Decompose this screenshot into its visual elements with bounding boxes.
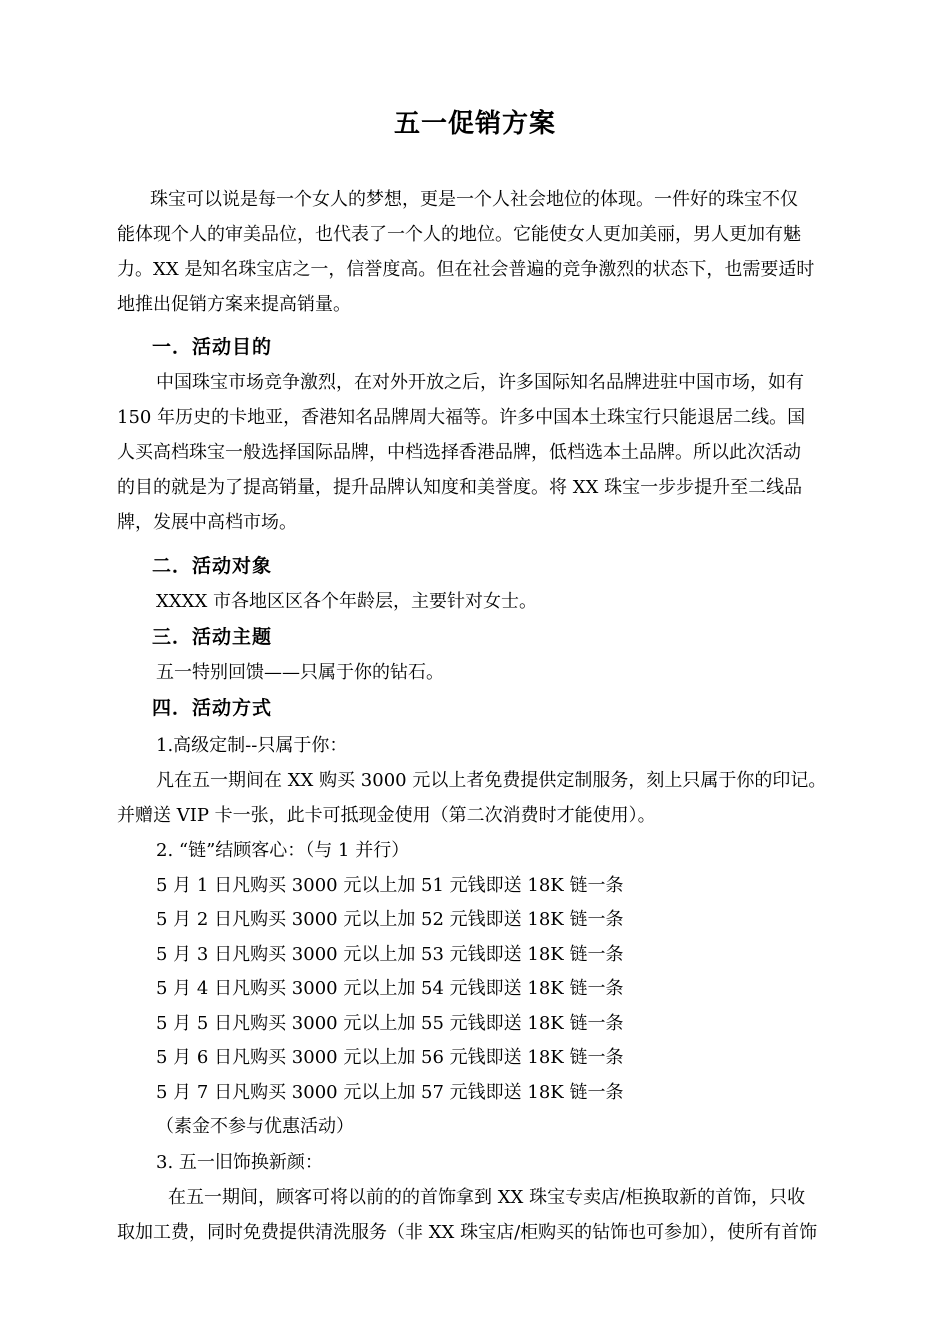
purpose-line: 的目的就是为了提高销量，提升品牌认知度和美誉度。将 XX 珠宝一步步提升至二线品 (117, 477, 803, 498)
method-item2-day: 5 月 1 日凡购买 3000 元以上加 51 元钱即送 18K 链一条 (156, 875, 624, 896)
method-item3-line: 取加工费，同时免费提供清洗服务（非 XX 珠宝店/柜购买的钻饰也可参加），使所有首饰 (117, 1222, 818, 1243)
purpose-line: 牌，发展中高档市场。 (117, 512, 297, 533)
purpose-line: 中国珠宝市场竞争激烈，在对外开放之后，许多国际知名品牌进驻中国市场，如有 (156, 372, 804, 393)
method-item2-day: 5 月 6 日凡购买 3000 元以上加 56 元钱即送 18K 链一条 (156, 1047, 624, 1068)
method-item2-title: 2. “链”结顾客心：（与 1 并行） (156, 840, 410, 861)
intro-line: 力。XX 是知名珠宝店之一，信誉度高。但在社会普遍的竞争激烈的状态下，也需要适时 (117, 259, 815, 280)
method-item2-day: 5 月 7 日凡购买 3000 元以上加 57 元钱即送 18K 链一条 (156, 1082, 624, 1103)
theme-line: 五一特别回馈——只属于你的钻石。 (156, 662, 444, 683)
intro-line: 地推出促销方案来提高销量。 (117, 294, 351, 315)
purpose-line: 人买高档珠宝一般选择国际品牌，中档选择香港品牌，低档选本土品牌。所以此次活动 (117, 442, 801, 463)
audience-line: XXXX 市各地区区各个年龄层，主要针对女士。 (156, 591, 537, 612)
method-item2-day: 5 月 2 日凡购买 3000 元以上加 52 元钱即送 18K 链一条 (156, 909, 624, 930)
method-item2-day: 5 月 4 日凡购买 3000 元以上加 54 元钱即送 18K 链一条 (156, 978, 624, 999)
section-heading-audience: 二．活动对象 (152, 555, 273, 577)
section-heading-method: 四．活动方式 (152, 697, 273, 719)
intro-line: 能体现个人的审美品位，也代表了一个人的地位。它能使女人更加美丽，男人更加有魅 (117, 224, 801, 245)
document-title: 五一促销方案 (393, 109, 556, 139)
method-item1-line: 凡在五一期间在 XX 购买 3000 元以上者免费提供定制服务，刻上只属于你的印记。 (156, 770, 827, 791)
method-item3-line: 在五一期间，顾客可将以前的的首饰拿到 XX 珠宝专卖店/柜换取新的首饰，只收 (168, 1187, 806, 1208)
method-item2-day: 5 月 3 日凡购买 3000 元以上加 53 元钱即送 18K 链一条 (156, 944, 624, 965)
method-item3-title: 3. 五一旧饰换新颜： (156, 1152, 323, 1173)
method-item1-line: 并赠送 VIP 卡一张，此卡可抵现金使用（第二次消费时才能使用）。 (117, 805, 656, 826)
section-heading-theme: 三．活动主题 (152, 626, 273, 648)
purpose-line: 150 年历史的卡地亚，香港知名品牌周大福等。许多中国本土珠宝行只能退居二线。国 (117, 407, 806, 428)
method-item2-day: 5 月 5 日凡购买 3000 元以上加 55 元钱即送 18K 链一条 (156, 1013, 624, 1034)
section-heading-purpose: 一．活动目的 (152, 336, 273, 358)
intro-line: 珠宝可以说是每一个女人的梦想，更是一个人社会地位的体现。一件好的珠宝不仅 (150, 189, 798, 210)
method-item1-title: 1.高级定制--只属于你： (156, 735, 348, 756)
method-item2-note: （素金不参与优惠活动） (156, 1116, 354, 1137)
